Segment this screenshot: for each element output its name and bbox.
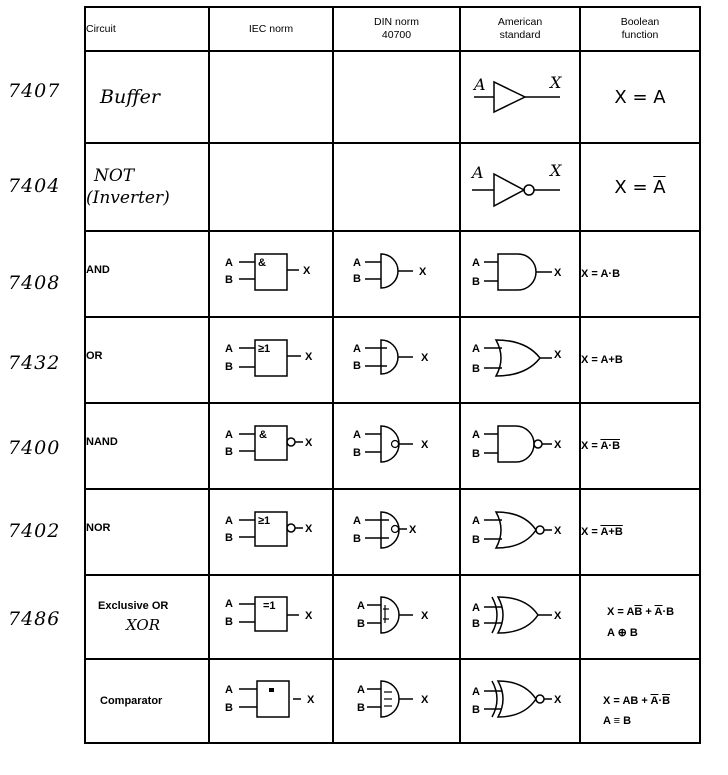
svg-text:A: A [225, 515, 233, 527]
circuit-name: AND [85, 231, 209, 317]
svg-text:A: A [352, 515, 361, 527]
din-xor-icon [347, 595, 447, 639]
boolean-function: X = A·B [580, 231, 700, 317]
svg-text:A: A [225, 429, 233, 441]
svg-text:X: X [550, 162, 562, 180]
chip-number-7400: 7400 [8, 437, 61, 459]
svg-text:X: X [418, 266, 426, 278]
svg-text:X: X [303, 265, 311, 277]
chip-number-7486: 7486 [8, 608, 61, 630]
din-empty [333, 51, 460, 143]
svg-text:A: A [472, 686, 480, 698]
circuit-name: OR [85, 317, 209, 403]
chip-number-7432: 7432 [8, 352, 61, 374]
svg-text:≥1: ≥1 [258, 343, 271, 355]
table-row [85, 143, 700, 231]
svg-text:A: A [472, 163, 484, 182]
circuit-name: Buffer [85, 51, 209, 143]
iec-symbol [209, 403, 333, 489]
svg-text:B: B [472, 448, 480, 460]
svg-text:A: A [225, 257, 233, 269]
svg-text:A: A [352, 343, 361, 355]
svg-text:&: & [259, 429, 267, 441]
table-row [85, 489, 700, 575]
din-nand-icon [347, 424, 447, 468]
svg-text:B: B [225, 702, 233, 714]
svg-text:X: X [554, 439, 562, 451]
svg-text:X: X [554, 610, 562, 622]
chip-number-7408: 7408 [8, 272, 61, 294]
logic-gates-table [84, 6, 701, 744]
circuit-name: Comparator [85, 659, 209, 743]
american-symbol [460, 231, 580, 317]
svg-text:A: A [472, 515, 480, 527]
iec-xnor-icon [221, 679, 321, 723]
iec-xor-icon [221, 595, 321, 639]
xor-gate-icon [470, 595, 570, 639]
svg-text:X: X [550, 73, 562, 92]
din-empty [333, 143, 460, 231]
boolean-function: X = A+B [580, 317, 700, 403]
svg-text:A: A [356, 684, 365, 696]
chip-number-7407: 7407 [8, 80, 61, 102]
header-boolean: Boolean function [580, 7, 700, 51]
din-symbol [333, 659, 460, 743]
or-gate-icon [470, 338, 570, 382]
header-american: American standard [460, 7, 580, 51]
svg-text:X: X [554, 694, 562, 706]
svg-text:B: B [352, 273, 361, 285]
iec-symbol [209, 231, 333, 317]
din-symbol [333, 403, 460, 489]
svg-text:B: B [225, 616, 233, 628]
svg-text:B: B [472, 704, 480, 716]
svg-text:X: X [554, 525, 562, 537]
table-row [85, 575, 700, 659]
header-circuit: Circuit [85, 7, 209, 51]
circuit-name: NOR [85, 489, 209, 575]
svg-text:X: X [420, 610, 428, 622]
svg-text:A: A [225, 343, 233, 355]
american-symbol [460, 489, 580, 575]
boolean-function: X = A+B [580, 489, 700, 575]
header-row [85, 7, 700, 51]
table-row [85, 403, 700, 489]
iec-nor-icon [221, 510, 321, 554]
table-row [85, 317, 700, 403]
svg-text:&: & [258, 257, 266, 269]
svg-text:B: B [225, 274, 233, 286]
svg-text:B: B [472, 276, 480, 288]
table-row [85, 659, 700, 743]
iec-symbol [209, 317, 333, 403]
svg-text:A: A [472, 257, 480, 269]
svg-text:X: X [305, 610, 313, 622]
american-symbol [460, 575, 580, 659]
iec-or-icon [221, 338, 321, 382]
buffer-gate-icon [470, 72, 570, 122]
iec-symbol [209, 575, 333, 659]
nor-gate-icon [470, 510, 570, 554]
svg-text:B: B [225, 532, 233, 544]
boolean-function: X = A [580, 51, 700, 143]
svg-text:A: A [472, 429, 480, 441]
svg-text:B: B [356, 618, 365, 630]
boolean-function: X = A·B [580, 403, 700, 489]
svg-text:A: A [356, 600, 365, 612]
svg-text:=1: =1 [263, 600, 276, 612]
iec-symbol [209, 489, 333, 575]
circuit-name: Exclusive OR XOR [85, 575, 209, 659]
american-symbol [460, 317, 580, 403]
inverter-gate-icon [470, 162, 570, 212]
svg-text:A: A [472, 343, 480, 355]
svg-text:A: A [352, 257, 361, 269]
svg-text:X: X [420, 439, 428, 451]
iec-nand-icon [221, 424, 321, 468]
din-symbol [333, 231, 460, 317]
svg-text:B: B [472, 618, 480, 630]
svg-text:B: B [352, 360, 361, 372]
svg-text:A: A [225, 598, 233, 610]
svg-text:B: B [225, 361, 233, 373]
svg-text:B: B [225, 446, 233, 458]
din-or-icon [347, 338, 447, 382]
svg-text:B: B [352, 533, 361, 545]
svg-text:A: A [472, 602, 480, 614]
circuit-name: NOT (Inverter) [85, 143, 209, 231]
iec-and-icon [221, 252, 321, 296]
boolean-function: $X = A\overline{B} + \overline{A}\cdot B$ A ⊕ B [580, 575, 700, 659]
din-symbol [333, 317, 460, 403]
iec-empty [209, 51, 333, 143]
boolean-function: X = AB + $\overline{A}\cdot\overline{B}$ A ≡ B [580, 659, 700, 743]
header-din: DIN norm 40700 [333, 7, 460, 51]
chip-number-7402: 7402 [8, 520, 61, 542]
svg-text:A: A [474, 75, 486, 94]
svg-text:B: B [352, 447, 361, 459]
svg-text:X: X [420, 694, 428, 706]
din-symbol [333, 575, 460, 659]
american-symbol [460, 659, 580, 743]
header-iec: IEC norm [209, 7, 333, 51]
svg-text:X: X [305, 351, 313, 363]
svg-text:A: A [225, 684, 233, 696]
iec-symbol [209, 659, 333, 743]
svg-text:B: B [472, 363, 480, 375]
american-symbol [460, 403, 580, 489]
iec-empty [209, 143, 333, 231]
din-and-icon [347, 252, 447, 296]
svg-text:A: A [352, 429, 361, 441]
boolean-function: $X = \overline{A}$ [580, 143, 700, 231]
american-symbol [460, 51, 580, 143]
and-gate-icon [470, 252, 570, 296]
din-nor-icon [347, 510, 447, 554]
svg-text:X: X [554, 267, 562, 279]
svg-text:X: X [305, 437, 313, 449]
svg-text:X: X [420, 352, 428, 364]
din-xnor-icon [347, 679, 447, 723]
table-row [85, 51, 700, 143]
circuit-name: NAND [85, 403, 209, 489]
nand-gate-icon [470, 424, 570, 468]
table-row [85, 231, 700, 317]
svg-text:X: X [307, 694, 315, 706]
chip-number-7404: 7404 [8, 175, 61, 197]
svg-text:B: B [472, 534, 480, 546]
svg-text:X: X [554, 349, 562, 361]
xnor-gate-icon [470, 679, 570, 723]
svg-text:B: B [356, 702, 365, 714]
american-symbol [460, 143, 580, 231]
svg-text:≥1: ≥1 [258, 515, 271, 527]
svg-text:X: X [408, 524, 416, 536]
svg-text:X: X [305, 523, 313, 535]
din-symbol [333, 489, 460, 575]
